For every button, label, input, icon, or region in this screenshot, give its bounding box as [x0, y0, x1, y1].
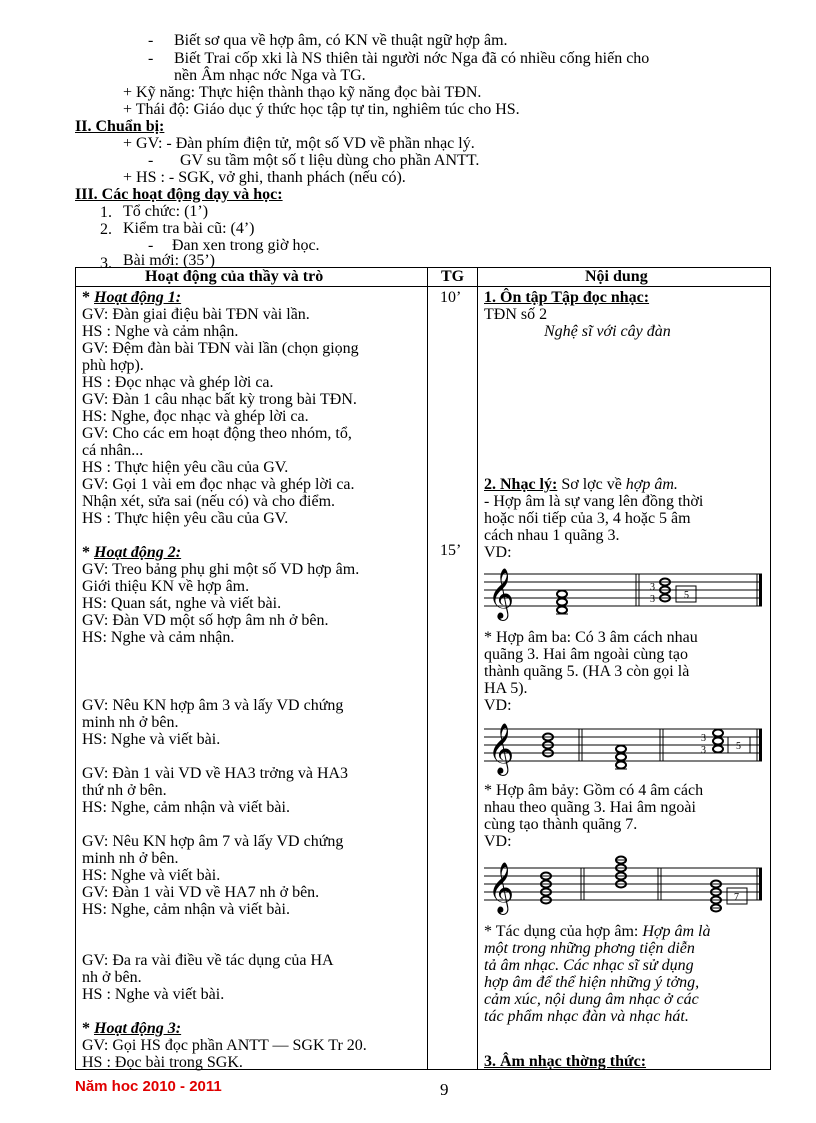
section-2-title [484, 476, 678, 494]
treble-clef-icon: 𝄞 [488, 723, 515, 774]
activity-line: HS: Nghe và viết bài. [82, 731, 221, 748]
goal-line-3: nền Âm nhạc nớc Nga và TG. [174, 67, 366, 84]
activity-line: HS: Nghe, đọc nhạc và ghép lời ca. [82, 408, 309, 425]
activity-line: GV: Đàn VD một số hợp âm nh ở bên. [82, 612, 329, 629]
triad-line-1: * Hợp âm ba: Có 3 âm cách nhau [484, 629, 698, 646]
activity-line: HS : Nghe và cảm nhận. [82, 323, 239, 340]
col-divider-1 [427, 267, 428, 1070]
col-divider-2 [477, 267, 478, 1070]
effect-line-1 [484, 923, 710, 941]
treble-clef-icon: 𝄞 [488, 862, 515, 913]
activity-line: GV: Gọi HS đọc phần ANTT — SGK Tr 20. [82, 1037, 367, 1054]
activity-line: GV: Cho các em hoạt động theo nhóm, tổ, [82, 425, 352, 442]
effect-line-6: tác phẩm nhạc đàn và nhạc hát. [484, 1008, 689, 1025]
def-line-3: cách nhau 1 quãng 3. [484, 527, 620, 544]
header-tg: TG [441, 268, 465, 285]
prep-dash: - [148, 152, 154, 169]
prep-hs: + HS : - SGK, vở ghi, thanh phách (nếu có). [123, 169, 406, 186]
svg-text:3: 3 [650, 594, 655, 605]
activity-line: HS : Thực hiện yêu cầu của GV. [82, 459, 289, 476]
svg-text:3: 3 [701, 745, 706, 756]
treble-clef-icon: 𝄞 [488, 568, 515, 619]
activity-line: nh ở bên. [82, 969, 142, 986]
activity-heading: * Hoạt động 2: [82, 544, 182, 561]
goal-dash-2: - [148, 50, 154, 67]
header-divider [75, 286, 771, 287]
activity-line: GV: Nêu KN hợp âm 7 và lấy VD chứng [82, 833, 344, 850]
activity-line: GV: Đa ra vài điều về tác dụng của HA [82, 952, 334, 969]
activity-line: Nhận xét, sửa sai (nếu có) và cho điểm. [82, 493, 336, 510]
activity-line: GV: Đàn 1 vài VD về HA3 trởng và HA3 [82, 765, 349, 782]
vd-label-2: VD: [484, 697, 512, 714]
activity-line: minh nh ở bên. [82, 850, 179, 867]
goal-dash-1: - [148, 32, 154, 49]
activity-line: Giới thiệu KN về hợp âm. [82, 578, 250, 595]
activity-line: HS : Nghe và viết bài. [82, 986, 225, 1003]
activity-line: GV: Nêu KN hợp âm 3 và lấy VD chứng [82, 697, 344, 714]
activity-line: HS : Thực hiện yêu cầu của GV. [82, 510, 289, 527]
activity-line: GV: Đàn 1 vài VD về HA7 nh ở bên. [82, 884, 320, 901]
activity-line: GV: Treo bảng phụ ghi một số VD hợp âm. [82, 561, 360, 578]
activity-line: HS: Quan sát, nghe và viết bài. [82, 595, 282, 612]
tg-1: 10’ [440, 289, 462, 306]
section-1-title: 1. Ôn tập Tập đọc nhạc: [484, 289, 650, 306]
goal-line-1: Biết sơ qua về hợp âm, có KN về thuật ngữ hợp âm. [174, 32, 508, 49]
tg-2: 15’ [440, 542, 462, 559]
def-line-2: hoặc nối tiếp của 3, 4 hoặc 5 âm [484, 510, 691, 527]
activity-line: HS: Nghe, cảm nhận và viết bài. [82, 901, 290, 918]
def-line-1: - Hợp âm là sự vang lên đồng thời [484, 493, 704, 510]
activity-line: GV: Đàn giai điệu bài TĐN vài lần. [82, 306, 310, 323]
activity-line: cá nhân... [82, 442, 144, 459]
activity-line: GV: Gọi 1 vài em đọc nhạc và ghép lời ca. [82, 476, 355, 493]
svg-text:3: 3 [701, 733, 706, 744]
step-4: Bài mới: (35’) [123, 252, 215, 269]
activity-line: thứ nh ở bên. [82, 782, 167, 799]
activity-heading: * Hoạt động 1: [82, 289, 182, 306]
goal-line-2: Biết Trai cốp xki là NS thiên tài người nớc Nga đã có nhiều cống hiến cho [174, 50, 650, 67]
effect-line-4: hợp âm để thể hiện những ý tởng, [484, 974, 700, 991]
activity-line: GV: Đàn 1 câu nhạc bất kỳ trong bài TĐN. [82, 391, 357, 408]
activity-line: HS: Nghe và cảm nhận. [82, 629, 235, 646]
section-1-line: TĐN số 2 [484, 306, 548, 323]
step-1-num: 1. [100, 204, 112, 221]
triad-line-3: thành quãng 5. (HA 3 còn gọi là [484, 663, 690, 680]
effect-label: * Tác dụng của hợp âm: [484, 923, 643, 940]
svg-text:3: 3 [650, 582, 655, 593]
step-1: Tổ chức: (1’) [123, 203, 209, 220]
section-1-song: Nghệ sĩ với cây đàn [544, 323, 671, 340]
activity-line: minh nh ở bên. [82, 714, 179, 731]
prep-gv2: GV su tầm một số t liệu dùng cho phần ANTT. [180, 152, 480, 169]
svg-text:5: 5 [684, 590, 689, 601]
step-dash: - [148, 237, 154, 254]
seventh-line-2: nhau theo quãng 3. Hai âm ngoài [484, 799, 696, 816]
step-2: Kiểm tra bài cũ: (4’) [123, 220, 255, 237]
triad-line-4: HA 5). [484, 680, 528, 697]
triad-line-2: quãng 3. Hai âm ngoài cùng tạo [484, 646, 688, 663]
page-number: 9 [440, 1080, 449, 1099]
effect-line-3: tả âm nhạc. Các nhạc sĩ sử dụng [484, 957, 694, 974]
prep-gv1: + GV: - Đàn phím điện tử, một số VD về phần nhạc lý. [123, 135, 475, 152]
seventh-line-3: cùng tạo thành quãng 7. [484, 816, 638, 833]
activity-heading: * Hoạt động 3: [82, 1020, 182, 1037]
effect-italic-start: Hợp âm là [642, 923, 711, 940]
header-activities: Hoạt động của thầy và trò [145, 268, 324, 285]
svg-text:5: 5 [736, 741, 741, 752]
activity-line: HS : Đọc bài trong SGK. [82, 1054, 243, 1071]
vd-label-1: VD: [484, 544, 512, 561]
activity-line: HS : Đọc nhạc và ghép lời ca. [82, 374, 274, 391]
prep-heading: II. Chuẩn bị: [75, 118, 165, 135]
section-2-label: 2. Nhạc lý: [484, 476, 558, 493]
activity-line: phù hợp). [82, 357, 144, 374]
vd-label-3: VD: [484, 833, 512, 850]
step-3: Đan xen trong giờ học. [172, 237, 320, 254]
section-3-title: 3. Âm nhạc thờng thức: [484, 1053, 647, 1070]
attitude-line: + Thái độ: Giáo dục ý thức học tập tự tin, nghiêm túc cho HS. [123, 101, 520, 118]
activity-line: HS: Nghe và viết bài. [82, 867, 221, 884]
section-2-rest: Sơ lợc về [557, 476, 626, 493]
activity-line: HS: Nghe, cảm nhận và viết bài. [82, 799, 290, 816]
svg-text:7: 7 [734, 892, 739, 903]
header-content: Nội dung [585, 268, 648, 285]
step-4-num: 3. [100, 255, 112, 272]
seventh-line-1: * Hợp âm bảy: Gồm có 4 âm cách [484, 782, 704, 799]
step-2-num: 2. [100, 221, 112, 238]
staff-example-1 [484, 562, 764, 622]
section-2-italic: hợp âm. [625, 476, 678, 493]
activities-heading: III. Các hoạt động dạy và học: [75, 186, 283, 203]
effect-line-2: một trong những phơng tiện diễn [484, 940, 695, 957]
activity-line: GV: Đệm đàn bài TĐN vài lần (chọn giọng [82, 340, 359, 357]
skill-line: + Kỹ năng: Thực hiện thành thạo kỹ năng đọc bài TĐN. [123, 84, 482, 101]
effect-line-5: cảm xúc, nội dung âm nhạc ở các [484, 991, 699, 1008]
staff-example-3 [484, 850, 764, 920]
staff-example-2 [484, 717, 764, 777]
school-year: Năm hoc 2010 - 2011 [75, 1078, 222, 1095]
